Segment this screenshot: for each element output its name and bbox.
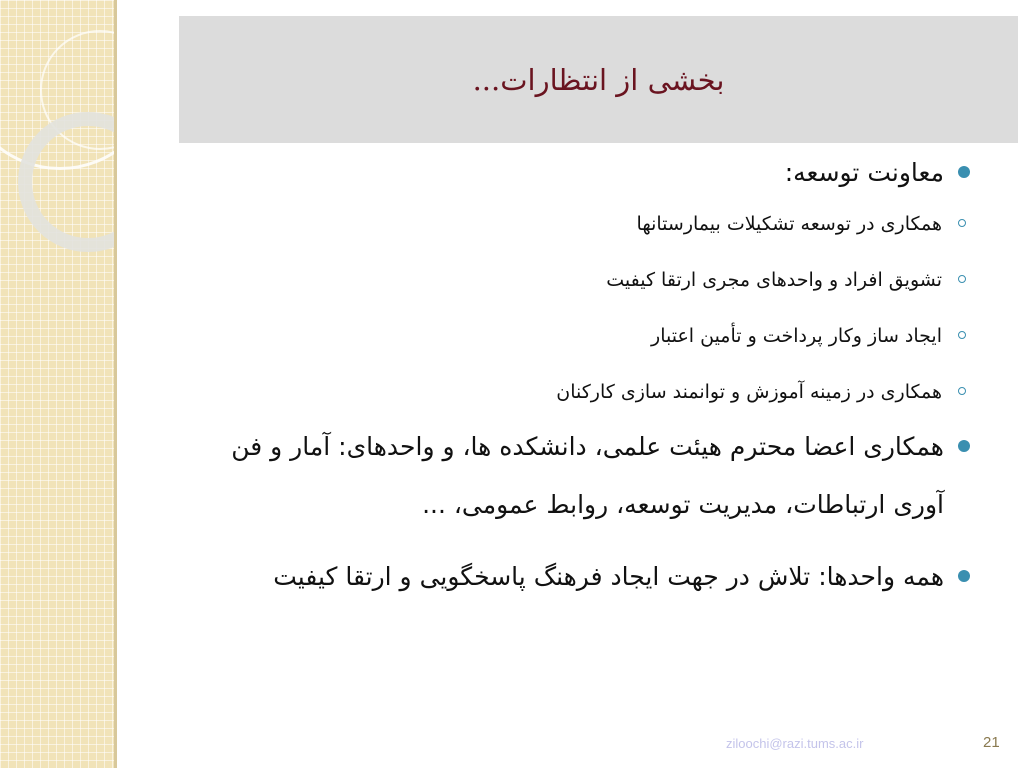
hollow-bullet-icon [958, 387, 966, 395]
hollow-bullet-icon [958, 219, 966, 227]
bullet-item [190, 148, 972, 198]
slide-content [190, 148, 972, 606]
sub-bullet-list [190, 210, 972, 406]
slide-title: بخشی از انتظارات... [472, 62, 725, 97]
bullet-text: معاونت توسعه: [784, 158, 944, 187]
page-number: 21 [983, 734, 1000, 751]
filled-bullet-icon [958, 166, 970, 178]
filled-bullet-icon [958, 440, 970, 452]
sub-bullet-item [190, 322, 972, 350]
sub-bullet-text: ایجاد ساز وکار پرداخت و تأمین اعتبار [651, 325, 942, 347]
hollow-bullet-icon [958, 331, 966, 339]
sub-bullet-item [190, 266, 972, 294]
filled-bullet-icon [958, 570, 970, 582]
bullet-item [190, 418, 972, 534]
hollow-bullet-icon [958, 275, 966, 283]
title-bar [179, 16, 1018, 143]
sub-bullet-item [190, 210, 972, 238]
sub-bullet-text: تشویق افراد و واحدهای مجری ارتقا کیفیت [606, 269, 942, 291]
sub-bullet-text: همکاری در زمینه آموزش و توانمند سازی کارکنان [556, 381, 942, 403]
sub-bullet-item [190, 378, 972, 406]
decorative-sidebar [0, 0, 114, 768]
bullet-text: همه واحدها: تلاش در جهت ایجاد فرهنگ پاسخگویی و ارتقا کیفیت [273, 562, 944, 591]
sub-bullet-text: همکاری در توسعه تشکیلات بیمارستانها [636, 213, 942, 235]
sidebar-divider [114, 0, 117, 768]
bullet-item [190, 548, 972, 606]
footer-email: ziloochi@razi.tums.ac.ir [726, 736, 864, 751]
bullet-text: همکاری اعضا محترم هیئت علمی، دانشکده ها، و واحدهای: آمار و فن آوری ارتباطات، مدیریت توسعه، روابط عمومی، ... [231, 432, 944, 519]
